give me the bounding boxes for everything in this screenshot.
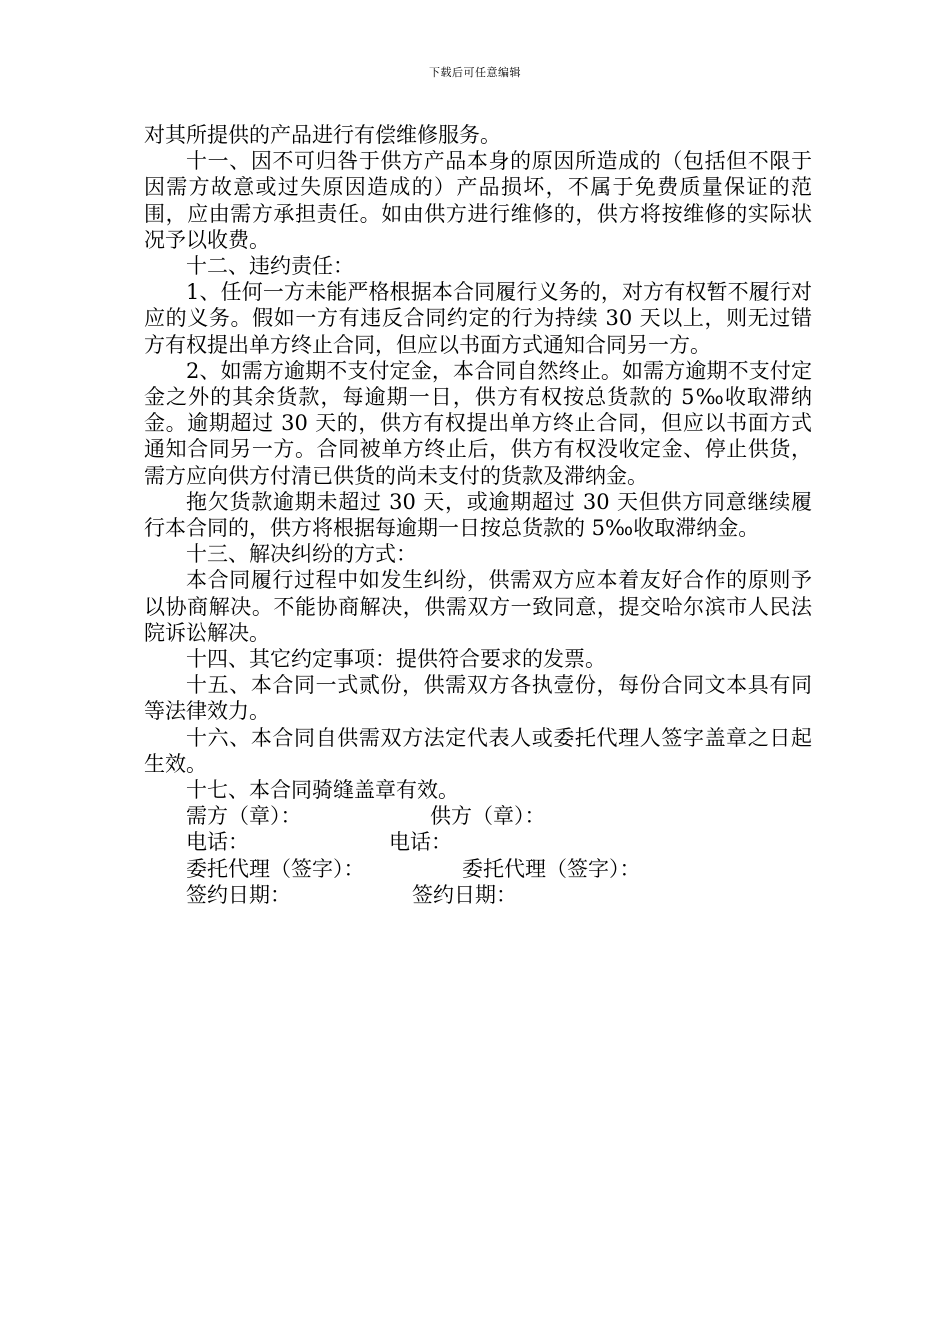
clause-12-late-fee: 拖欠货款逾期未超过 30 天，或逾期超过 30 天但供方同意继续履行本合同的，供方将根据每逾期一日按总货款的 5‰收取滞纳金。 bbox=[144, 489, 812, 541]
seller-date-label: 签约日期： bbox=[412, 882, 517, 907]
paragraph-continuation: 对其所提供的产品进行有偿维修服务。 bbox=[144, 123, 501, 147]
buyer-date-label: 签约日期： bbox=[186, 882, 291, 907]
signature-date-row bbox=[144, 882, 812, 908]
seller-seal-label: 供方（章）： bbox=[430, 804, 546, 829]
signature-phone-row bbox=[144, 829, 812, 855]
seller-phone-label: 电话： bbox=[389, 830, 452, 855]
buyer-phone-label: 电话： bbox=[186, 830, 249, 855]
clause-13-heading: 十三、解决纠纷的方式： bbox=[186, 542, 417, 567]
clause-17: 十七、本合同骑缝盖章有效。 bbox=[186, 778, 459, 803]
clause-11: 十一、因不可归咎于供方产品本身的原因所造成的（包括但不限于因需方故意或过失原因造成的）产品损坏，不属于免费质量保证的范围，应由需方承担责任。如由供方进行维修的，供方将按维修的实际状况予以收费。 bbox=[144, 149, 812, 252]
page-header-note: 下载后可任意编辑 bbox=[429, 66, 521, 79]
clause-12-heading: 十二、违约责任： bbox=[186, 254, 354, 279]
clause-12-item-2: 2、如需方逾期不支付定金，本合同自然终止。如需方逾期不支付定金之外的其余货款，每逾期一日，供方有权按总货款的 5‰收取滞纳金。逾期超过 30 天的，供方有权提出单方终止合同，但应以书面方式通知合同另一方。合同被单方终止后，供方有权没收定金、停止供货，需方应向供方付清已供货的尚未支付的货款及滞纳金。 bbox=[144, 358, 812, 488]
clause-12-item-1: 1、任何一方未能严格根据本合同履行义务的，对方有权暂不履行对应的义务。假如一方有违反合同约定的行为持续 30 天以上，则无过错方有权提出单方终止合同，但应以书面方式通知合同另一方。 bbox=[144, 280, 812, 357]
contract-body bbox=[144, 122, 812, 908]
seller-agent-label: 委托代理（签字）： bbox=[462, 856, 641, 881]
buyer-agent-label: 委托代理（签字）： bbox=[186, 856, 365, 881]
clause-15: 十五、本合同一式贰份，供需双方各执壹份，每份合同文本具有同等法律效力。 bbox=[144, 673, 812, 724]
buyer-seal-label: 需方（章）： bbox=[186, 804, 302, 829]
clause-16: 十六、本合同自供需双方法定代表人或委托代理人签字盖章之日起生效。 bbox=[144, 725, 812, 776]
signature-agent-row bbox=[144, 856, 812, 882]
signature-seal-row bbox=[144, 803, 812, 829]
clause-13-body: 本合同履行过程中如发生纠纷，供需双方应本着友好合作的原则予以协商解决。不能协商解决，供需双方一致同意，提交哈尔滨市人民法院诉讼解决。 bbox=[144, 568, 812, 645]
clause-14: 十四、其它约定事项：提供符合要求的发票。 bbox=[186, 647, 606, 672]
